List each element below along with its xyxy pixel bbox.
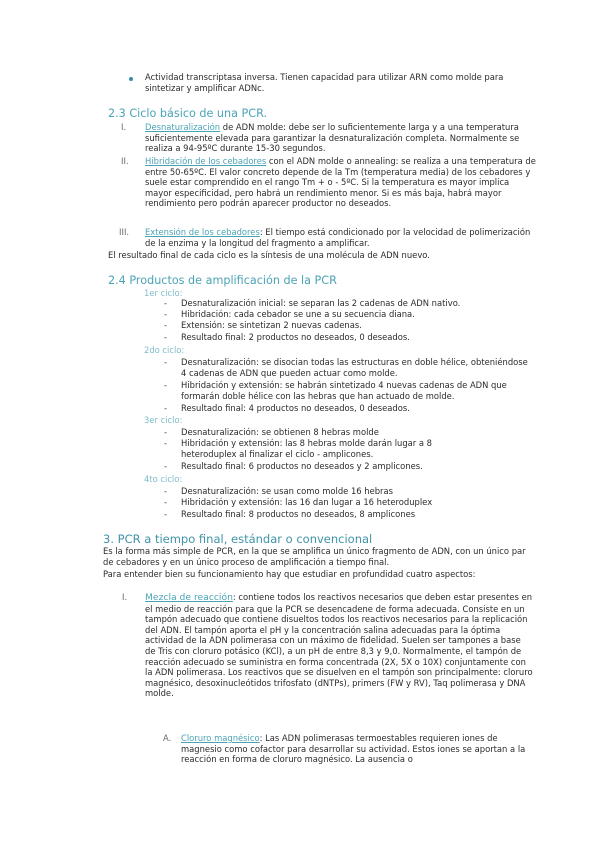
item-desnaturalizacion [145, 122, 535, 154]
sub-item-cloruro-magnesico [181, 733, 531, 765]
bullet-dot [129, 77, 133, 81]
section-2-3-summary: El resultado final de cada ciclo es la síntesis de una molécula de ADN nuevo. [108, 250, 430, 260]
dash-marker: - [164, 438, 168, 448]
section-2-4-heading: 2.4 Productos de amplificación de la PCR [108, 274, 337, 287]
cycle-line: Resultado final: 6 productos no deseados y 2 amplicones. [181, 461, 423, 471]
cycle-line: Desnaturalización: se usan como molde 16 hebras [181, 486, 394, 496]
dash-marker: - [164, 486, 168, 496]
item-text: : contiene todos los reactivos necesarios que deben estar presentes en el medio de reacción para que la PCR se desencadene de forma adecuada. Consiste en un tampón adecuado que contiene disueltos todos los reactivos necesarios para la replicación del ADN. El tampón aporta el pH y la concentración salina adecuadas para la óptima actividad de la ADN polimerasa con un máximo de fidelidad. Suelen ser tampones a base de Tris con cloruro potásico (KCl), a un pH de entre 8,3 y 9,0. Normalmente, el tampón de reacción adecuado se suministra en forma concentrada (2X, 5X o 10X) conjuntamente con la ADN polimerasa. Los reactivos que se disuelven en el tampón son principalmente: cloruro magnésico, desoxinucleótidos trifosfato (dNTPs), primers (FW y RV), Taq polimerasa y DNA molde. [145, 592, 533, 699]
cycle-line: Resultado final: 2 productos no deseados, 0 deseados. [181, 332, 410, 342]
cycle-line: Desnaturalización inicial: se separan las 2 cadenas de ADN nativo. [181, 298, 461, 308]
dash-marker: - [164, 380, 168, 390]
section-3-intro-2: Para entender bien su funcionamiento hay que estudiar en profundidad cuatro aspectos: [103, 569, 476, 579]
dash-marker: - [164, 309, 168, 319]
cycle-line: Hibridación: cada cebador se une a su secuencia diana. [181, 309, 415, 319]
dash-marker: - [164, 357, 168, 367]
dash-marker: - [164, 332, 168, 342]
item-term: Desnaturalización [145, 122, 221, 132]
dash-marker: - [164, 427, 168, 437]
cycle-label: 3er ciclo: [144, 415, 183, 425]
item-marker-i: I. [121, 122, 127, 132]
item-term: Mezcla de reacción [145, 592, 233, 603]
section-3-heading: 3. PCR a tiempo final, estándar o convencional [103, 532, 373, 546]
sub-marker-a: A. [163, 733, 172, 743]
item-marker-iii: III. [119, 227, 130, 237]
item-term: Cloruro magnésico [181, 733, 260, 743]
item-term: Hibridación de los cebadores [145, 156, 267, 166]
dash-marker: - [164, 320, 168, 330]
item-text: de ADN molde: debe ser lo suficientemente larga y a una temperatura suficientemente elevada para garantizar la desnaturalización completa. Normalmente se realiza a 94-95ºC durante 15-30 segundos. [145, 122, 520, 154]
item-text: : Las ADN polimerasas termoestables requieren iones de magnesio como cofactor para desarrollar su actividad. Estos iones se aportan a la reacción en forma de cloruro magnésico. La ausencia o [181, 733, 526, 765]
item-hibridacion [145, 156, 537, 209]
item-extension [145, 227, 535, 248]
item-marker-ii: II. [121, 156, 129, 166]
cycle-line: Resultado final: 8 productos no deseados, 8 amplicones [181, 509, 416, 519]
item-marker-i: I. [122, 592, 128, 602]
section-2-3-heading: 2.3 Ciclo básico de una PCR. [108, 107, 267, 120]
dash-marker: - [164, 403, 168, 413]
item-mezcla-reaccion [145, 592, 533, 699]
section-3-intro: Es la forma más simple de PCR, en la que se amplifica un único fragmento de ADN, con un único par de cebadores y en un único proceso de amplificación a tiempo final. [103, 546, 526, 567]
cycle-line: Extensión: se sintetizan 2 nuevas cadenas. [181, 320, 362, 330]
cycle-line: Desnaturalización: se disocian todas las estructuras en doble hélice, obteniéndose 4 cadenas de ADN que pueden actuar como molde. [181, 357, 528, 378]
dash-marker: - [164, 497, 168, 507]
cycle-line: Hibridación y extensión: las 8 hebras molde darán lugar a 8 heteroduplex al finalizar el ciclo - amplicones. [181, 438, 433, 459]
dash-marker: - [164, 509, 168, 519]
top-bullet-text: Actividad transcriptasa inversa. Tienen capacidad para utilizar ARN como molde para sintetizar y amplificar ADNc. [145, 72, 504, 93]
item-text: con el ADN molde o annealing: se realiza a una temperatura de entre 50-65ºC. El valor concreto depende de la Tm (temperatura media) de los cebadores y suele estar comprendido en el rango Tm + o - 5ºC. Si la temperatura es mayor implica mayor especificidad, pero habrá un rendimiento menor. Si es más baja, habrá mayor rendimiento pero podrán aparecer productor no deseados. [145, 156, 536, 209]
cycle-label: 4to ciclo: [144, 474, 183, 484]
cycle-line: Resultado final: 4 productos no deseados, 0 deseados. [181, 403, 410, 413]
dash-marker: - [164, 461, 168, 471]
cycle-line: Hibridación y extensión: se habrán sintetizado 4 nuevas cadenas de ADN que formarán doble hélice con las hebras que han actuado de molde. [181, 380, 507, 401]
dash-marker: - [164, 298, 168, 308]
cycle-label: 2do ciclo: [144, 345, 185, 355]
cycle-line: Hibridación y extensión: las 16 dan lugar a 16 heteroduplex [181, 497, 433, 507]
item-text: : El tiempo está condicionado por la velocidad de polimerización de la enzima y la longitud del fragmento a amplificar. [145, 227, 531, 248]
cycle-line: Desnaturalización: se obtienen 8 hebras molde [181, 427, 379, 437]
item-term: Extensión de los cebadores [145, 227, 260, 237]
cycle-label: 1er ciclo: [144, 288, 183, 298]
